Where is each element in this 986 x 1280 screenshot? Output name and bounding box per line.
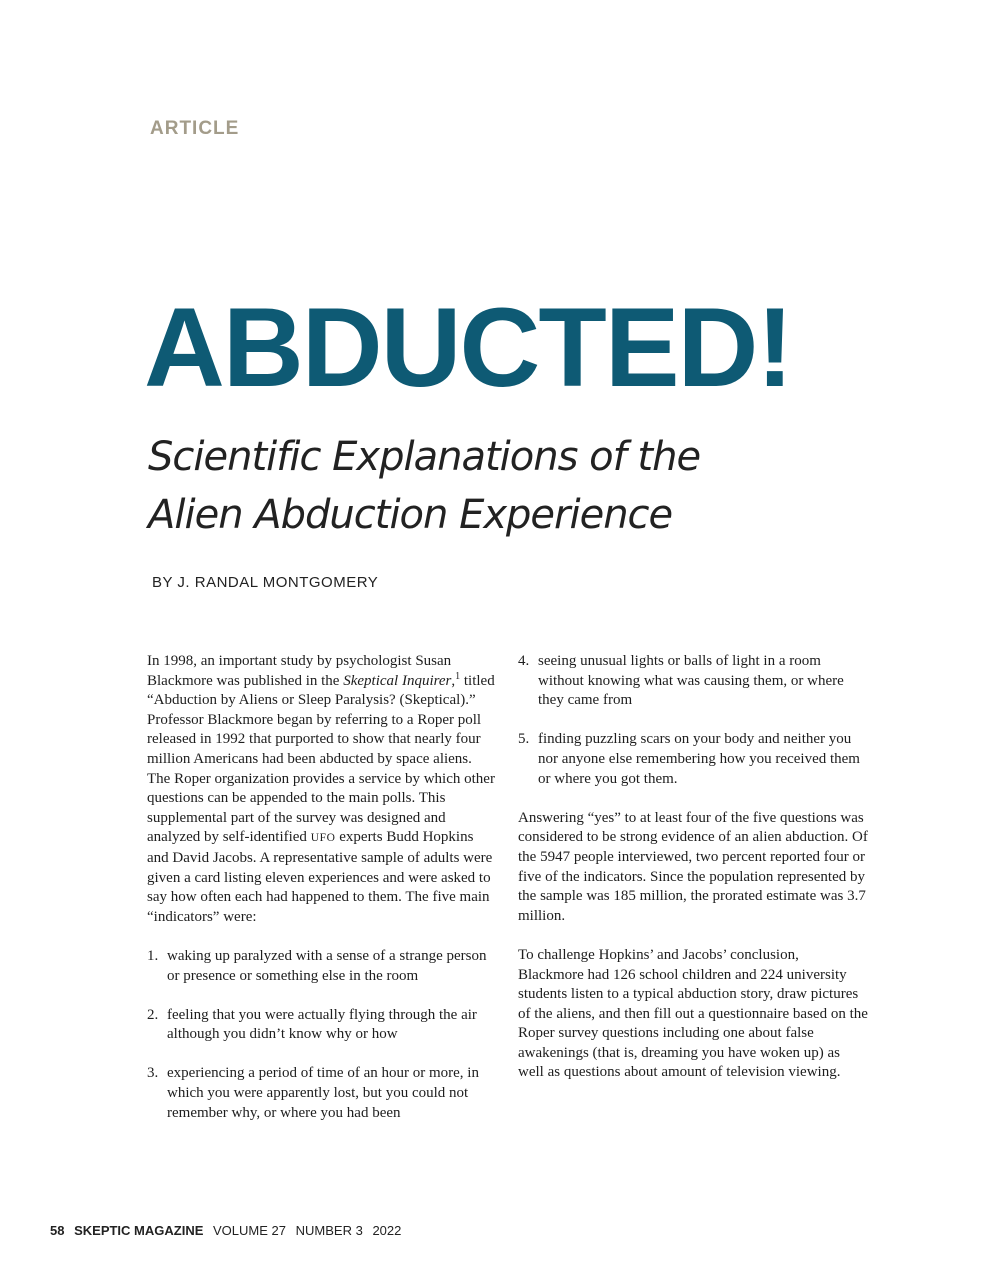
journal-title: Skeptical Inquirer bbox=[343, 672, 452, 689]
list-text: seeing unusual lights or balls of light in a room without knowing what was causing them, or where they came from bbox=[538, 653, 844, 709]
magazine-name: SKEPTIC MAGAZINE bbox=[74, 1223, 204, 1238]
list-text: finding puzzling scars on your body and neither you nor anyone else remembering how you received them or where you got them. bbox=[538, 731, 860, 787]
list-text: feeling that you were actually flying through the air although you didn’t know why or how bbox=[167, 1006, 477, 1043]
issue-year: 2022 bbox=[372, 1223, 402, 1238]
page-number: 58 bbox=[50, 1223, 65, 1238]
volume-label: VOLUME 27 bbox=[213, 1223, 286, 1238]
list-number: 1. bbox=[147, 947, 159, 964]
intro-paragraph bbox=[147, 652, 497, 927]
article-title: ABDUCTED! bbox=[144, 285, 792, 410]
intro-comma: , bbox=[451, 672, 456, 689]
indicator-list-right bbox=[518, 652, 868, 789]
subtitle-line-2: Alien Abduction Experience bbox=[148, 492, 673, 538]
results-paragraph: Answering “yes” to at least four of the five questions was considered to be strong evidence of an alien abduction. Of the 5947 people interviewed, two percent reported four or five of the indicators. Since the population represented by the sample was 185 million, the prorated estimate was 3.7 million. bbox=[518, 809, 868, 924]
section-label: ARTICLE bbox=[150, 118, 240, 139]
indicator-list-left bbox=[147, 947, 497, 1123]
list-item bbox=[518, 730, 868, 789]
list-number: 4. bbox=[518, 653, 530, 669]
byline: BY J. RANDAL MONTGOMERY bbox=[152, 574, 379, 591]
intro-text-c: experts Budd Hopkins and David Jacobs. A representative sample of adults were given a card listing eleven experiences and were asked to say how often each had happened to them. The five main “indicators” were: bbox=[147, 829, 493, 925]
subtitle-line-1: Scientific Explanations of the bbox=[148, 434, 701, 480]
ufo-smallcaps: UFO bbox=[310, 832, 336, 845]
list-text: experiencing a period of time of an hour or more, in which you were apparently lost, but you could not remember why, or where you had been bbox=[167, 1065, 479, 1121]
list-item bbox=[518, 652, 868, 711]
body-column-left bbox=[147, 652, 497, 1143]
body-column-right bbox=[518, 652, 868, 1103]
list-item bbox=[147, 1064, 497, 1123]
article-subtitle bbox=[148, 428, 848, 544]
challenge-paragraph: To challenge Hopkins’ and Jacobs’ conclusion, Blackmore had 126 school children and 224 university students listen to a typical abduction story, draw pictures of the aliens, and then fill out a questionnaire based on the Roper survey questions including one about false awakenings (that is, dreaming you have woken up) as well as questions about amount of television viewing. bbox=[518, 946, 868, 1081]
issue-number: NUMBER 3 bbox=[295, 1223, 363, 1238]
intro-text-a: In 1998, an important study by psychologist Susan Blackmore was published in the bbox=[147, 653, 452, 689]
list-text: waking up paralyzed with a sense of a strange person or presence or something else in the room bbox=[167, 947, 487, 984]
list-item bbox=[147, 1006, 497, 1045]
list-number: 5. bbox=[518, 731, 530, 748]
list-number: 3. bbox=[147, 1065, 159, 1082]
intro-text-b: titled “Abduction by Aliens or Sleep Paralysis? (Skeptical).” Professor Blackmore began by referring to a Roper poll released in 1992 that purported to show that nearly four million Americans had been abducted by space aliens. The Roper organization provides a service by which other questions can be appended to the main polls. This supplemental part of the survey was designed and analyzed by self-identified bbox=[147, 672, 495, 846]
footnote-marker: 1 bbox=[455, 670, 461, 682]
list-item bbox=[147, 947, 497, 986]
list-number: 2. bbox=[147, 1006, 159, 1023]
page-footer bbox=[50, 1223, 407, 1238]
